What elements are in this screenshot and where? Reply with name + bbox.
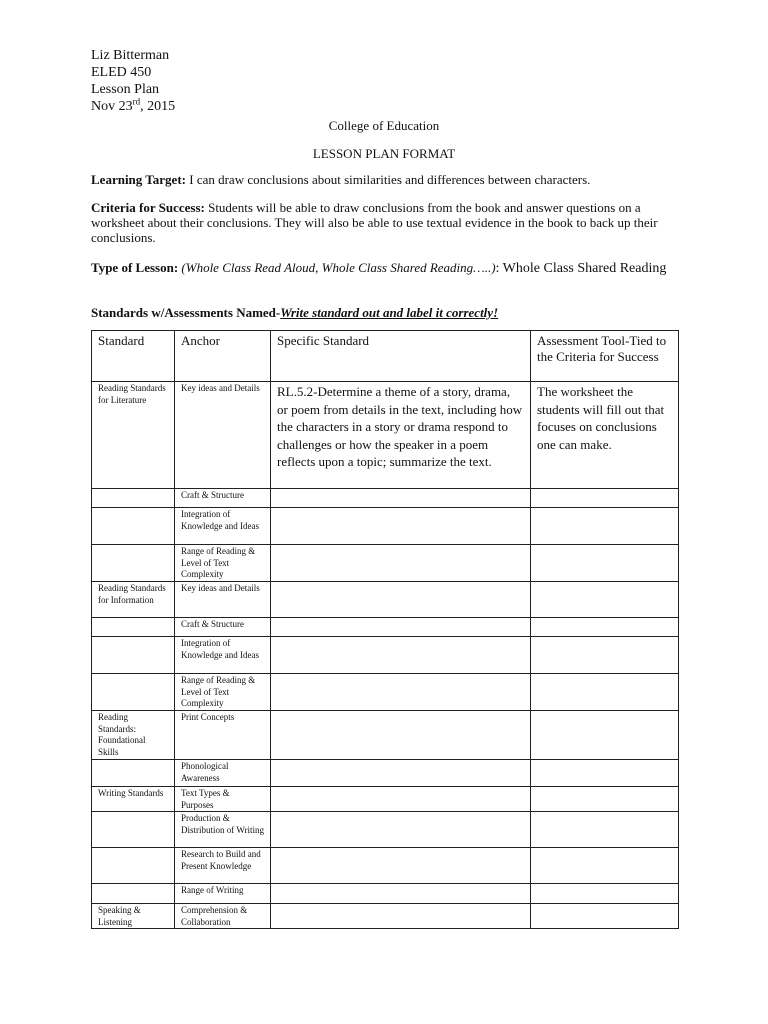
lesson-type-label: Type of Lesson: — [91, 260, 179, 275]
anchor-cell: Range of Writing — [175, 884, 271, 904]
assessment-cell — [531, 489, 679, 508]
learning-target-text: I can draw conclusions about similarities and differences between characters. — [185, 172, 591, 187]
anchor-cell: Production & Distribution of Writing — [175, 812, 271, 848]
document-type: Lesson Plan — [91, 82, 160, 97]
learning-target-label: Learning Target: — [91, 172, 186, 187]
college-name: College of Education — [328, 118, 440, 133]
anchor-cell: Print Concepts — [175, 711, 271, 760]
table-row — [92, 508, 679, 545]
document-header — [91, 47, 175, 115]
standards-heading-label: Standards w/Assessments Named- — [91, 305, 281, 320]
table-row — [92, 760, 679, 787]
assessment-cell — [531, 904, 679, 929]
assessment-cell — [531, 508, 679, 545]
table-row — [92, 884, 679, 904]
standard-cell — [92, 848, 175, 884]
specific-standard-cell — [271, 787, 531, 812]
table-row — [92, 812, 679, 848]
standard-cell: Reading Standards for Information — [92, 582, 175, 618]
assessment-cell — [531, 711, 679, 760]
anchor-cell: Key ideas and Details — [175, 582, 271, 618]
anchor-cell: Phonological Awareness — [175, 760, 271, 787]
criteria-text: Students will be able to draw conclusions from the book and answer questions on a worksheet about their conclusions. They will also be able to use textual evidence in the book to back up their conclusions. — [91, 200, 658, 245]
specific-standard-cell — [271, 674, 531, 711]
anchor-cell: Text Types & Purposes — [175, 787, 271, 812]
table-row — [92, 489, 679, 508]
standard-cell: Speaking & Listening — [92, 904, 175, 929]
standards-heading — [91, 305, 681, 320]
assessment-cell — [531, 787, 679, 812]
standard-cell — [92, 637, 175, 674]
anchor-cell: Craft & Structure — [175, 618, 271, 637]
standard-cell: Reading Standards for Literature — [92, 382, 175, 489]
assessment-cell — [531, 618, 679, 637]
standard-cell — [92, 760, 175, 787]
anchor-cell: Research to Build and Present Knowledge — [175, 848, 271, 884]
assessment-cell — [531, 637, 679, 674]
table-row — [92, 637, 679, 674]
table-row — [92, 582, 679, 618]
criteria-for-success — [91, 200, 681, 245]
standard-cell — [92, 884, 175, 904]
lesson-type-value: : Whole Class Shared Reading — [495, 261, 667, 276]
table-row — [92, 674, 679, 711]
table-body — [92, 382, 679, 929]
anchor-cell: Range of Reading & Level of Text Complexity — [175, 545, 271, 582]
table-row — [92, 848, 679, 884]
assessment-cell — [531, 812, 679, 848]
specific-standard-cell — [271, 848, 531, 884]
table-row — [92, 382, 679, 489]
format-title: LESSON PLAN FORMAT — [312, 146, 456, 161]
standard-cell — [92, 489, 175, 508]
specific-standard-cell — [271, 508, 531, 545]
assessment-cell: The worksheet the students will fill out that focuses on conclusions one can make. — [531, 382, 679, 489]
assessment-cell — [531, 582, 679, 618]
criteria-label: Criteria for Success: — [91, 200, 205, 215]
standard-cell — [92, 545, 175, 582]
standard-cell — [92, 618, 175, 637]
specific-standard-cell — [271, 489, 531, 508]
anchor-cell: Comprehension & Collaboration — [175, 904, 271, 929]
course-code: ELED 450 — [91, 65, 152, 80]
specific-standard-cell — [271, 760, 531, 787]
specific-standard-cell — [271, 545, 531, 582]
document-date: Nov 23rd, 2015 — [91, 96, 176, 114]
header-assessment-tool: Assessment Tool-Tied to the Criteria for Success — [531, 331, 679, 382]
standard-cell — [92, 674, 175, 711]
specific-standard-cell — [271, 812, 531, 848]
header-specific-standard: Specific Standard — [271, 331, 531, 382]
assessment-cell — [531, 760, 679, 787]
type-of-lesson — [91, 259, 681, 277]
standards-heading-instruction: Write standard out and label it correctly! — [280, 305, 499, 320]
standard-cell: Reading Standards: Foundational Skills — [92, 711, 175, 760]
standards-table — [91, 330, 679, 929]
table-header-row — [92, 331, 679, 382]
anchor-cell: Integration of Knowledge and Ideas — [175, 508, 271, 545]
specific-standard-cell — [271, 582, 531, 618]
specific-standard-cell — [271, 904, 531, 929]
table-row — [92, 545, 679, 582]
specific-standard-cell — [271, 637, 531, 674]
standard-cell: Writing Standards — [92, 787, 175, 812]
anchor-cell: Key ideas and Details — [175, 382, 271, 489]
anchor-cell: Integration of Knowledge and Ideas — [175, 637, 271, 674]
anchor-cell: Range of Reading & Level of Text Complexity — [175, 674, 271, 711]
header-anchor: Anchor — [175, 331, 271, 382]
standard-cell — [92, 508, 175, 545]
assessment-cell — [531, 545, 679, 582]
table-row — [92, 711, 679, 760]
assessment-cell — [531, 848, 679, 884]
header-standard: Standard — [92, 331, 175, 382]
author-name: Liz Bitterman — [91, 48, 170, 63]
specific-standard-cell — [271, 711, 531, 760]
table-row — [92, 904, 679, 929]
specific-standard-cell: RL.5.2-Determine a theme of a story, drama, or poem from details in the text, including how the characters in a story or drama respond to challenges or how the speaker in a poem reflects upon a topic; summarize the text. — [271, 382, 531, 489]
assessment-cell — [531, 884, 679, 904]
assessment-cell — [531, 674, 679, 711]
standard-cell — [92, 812, 175, 848]
specific-standard-cell — [271, 884, 531, 904]
anchor-cell: Craft & Structure — [175, 489, 271, 508]
specific-standard-cell — [271, 618, 531, 637]
table-row — [92, 787, 679, 812]
learning-target — [91, 172, 681, 187]
table-row — [92, 618, 679, 637]
lesson-type-options: (Whole Class Read Aloud, Whole Class Shared Reading…..) — [178, 260, 496, 275]
